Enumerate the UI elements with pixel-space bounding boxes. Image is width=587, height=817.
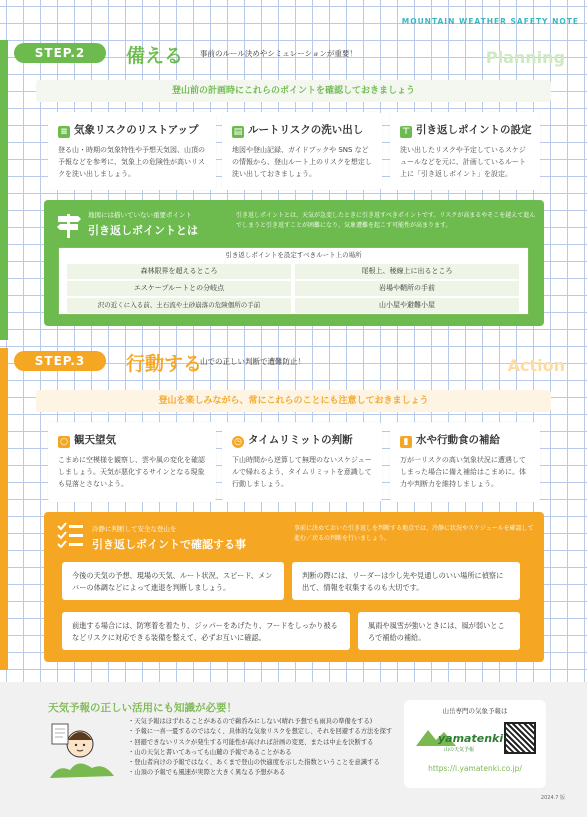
yamatenki-promo-card (404, 700, 546, 788)
step3-side-strip (0, 348, 8, 670)
magnifier-icon: ○ (58, 436, 70, 448)
step2-card-route-risk (222, 112, 382, 190)
qr-code[interactable] (504, 722, 536, 754)
step3-card-water-food (390, 422, 540, 502)
step3-card-time-limit (222, 422, 382, 502)
step3-number: STEP.3 (14, 351, 106, 371)
brand-sub: 山の天気予報 (444, 747, 475, 753)
list-item: ・回避できないリスクが発生する可能性が高ければ計画の変更、または中止を決断する (128, 738, 374, 746)
signpost-icon (56, 210, 82, 238)
check-item: 今後の天気の予想、現場の天気、ルート状況、スピード、メンバーの体調などによって進退を判断しましょう。 (62, 562, 284, 600)
edition-date: 2024.7 版 (540, 795, 565, 801)
step3-en-label: Action (507, 356, 565, 375)
step3-card-sky-watching (48, 422, 216, 502)
checklist-icon (56, 522, 84, 548)
box-big-label: 引き返しポイントで確認する事 (92, 538, 246, 551)
table-cell: 尾根上、稜線上に出るところ (295, 264, 519, 279)
check-item: 前進する場合には、防寒着を着たり、ジッパーをあげたり、フードをしっかり被るなどリスクに対応できる装備を整えて、必ずお互いに確認。 (62, 612, 350, 650)
list-icon: ≡ (58, 126, 70, 138)
card-body: 万が一リスクの高い気象状況に遭遇してしまった場合に備え補給はこまめに。体力や判断力を維持しましょう。 (400, 456, 526, 488)
brand-name: yamatenki (438, 732, 504, 745)
header-title: MOUNTAIN WEATHER SAFETY NOTE (401, 17, 579, 26)
map-icon: ▤ (233, 127, 243, 137)
step2-header (0, 40, 587, 66)
card-title: 気象リスクのリストアップ (74, 124, 199, 136)
step2-en-label: Planning (485, 48, 565, 67)
clock-icon: ◷ (232, 436, 244, 448)
step3-title: 行動する (126, 353, 203, 375)
table-header: 引き返しポイントを設定すべきルート上の場所 (225, 251, 362, 259)
list-item: ・予報に一喜一憂するのではなく、具体的な気象リスクを想定し、それを回避する方法を探す (128, 728, 393, 736)
card-body: 洗い出したリスクや予定しているスケジュールなどを元に、計画しているルート上に「引き返しポイント」を設定。 (400, 146, 526, 178)
promo-caption: 山岳専門の気象予報は (442, 707, 508, 715)
list-item: ・登山者向けの予報ではなく、あくまで登山の快適度を示した指数ということを意識する (128, 759, 380, 767)
person-illustration (48, 720, 118, 784)
bottle-icon: ▮ (400, 436, 412, 448)
signpost-icon: ⊤ (401, 127, 411, 137)
box-description: 引き返しポイントとは、天気が急変したときに引き返すべきポイントです。リスクが高まるやそこを越えて進んでしまうと引き返すことが困難になり、気象遭難を起こす可能性が高まります。 (236, 212, 536, 229)
card-title: 引き返しポイントの設定 (416, 124, 532, 136)
card-body: 地図や登山記録、ガイドブックや SNS などの情報から、登山ルート上のリスクを想定し洗い出しておきましょう。 (232, 146, 372, 178)
step3-header (0, 348, 587, 374)
step3-subtitle: 山での正しい判断で遭難防止！ (200, 357, 305, 366)
footer-title: 天気予報の正しい活用にも知識が必要！ (48, 702, 237, 714)
step2-title: 備える (126, 45, 184, 67)
card-title: 水や行動食の補給 (416, 434, 500, 446)
card-title: タイムリミットの判断 (248, 434, 353, 446)
box-big-label: 引き返しポイントとは (88, 224, 198, 237)
step2-banner: 登山前の計画時にこれらのポイントを確認しておきましょう (36, 80, 551, 102)
table-cell: 森林限界を超えるところ (67, 264, 291, 279)
card-body: 登る山・時期の気象特性や予想天気図、山頂の予報などを参考に、気象上の危険性が高いリスクを洗い出しましょう。 (58, 146, 205, 178)
table-cell: エスケープルートとの分岐点 (67, 281, 291, 296)
list-item: ・天気予報はほずれることがあるので鵜呑みにしない(晴れ予想でも雨具の準備をする) (128, 718, 373, 725)
card-body: 下山時間から逆算して無理のないスケジュールで帰れるよう、タイムリミットを意識して行動しましょう。 (232, 456, 372, 488)
box-description: 事前に決めておいた引き返しを判断する地点では、冷静に状況やスケジュールを確認して進む／戻るの判断を行いましょう。 (294, 525, 534, 542)
table-cell: 沢の近くに入る前、土石流や土砂崩落の危険個所の手前 (67, 298, 291, 313)
step2-subtitle: 事前のルール決めやシミュレーションが重要！ (200, 49, 357, 58)
yamatenki-logo (414, 724, 504, 754)
card-title: 観天望気 (74, 434, 116, 446)
step2-card-weather-risk (48, 112, 216, 190)
check-item: 判断の際には、リーダーは少し先や見通しのいい場所に偵察に出て、情報を収集するのも大切です。 (292, 562, 520, 600)
promo-url[interactable]: https://i.yamatenki.co.jp/ (428, 764, 522, 773)
list-item: ・山頂の予報でも風速が実際と大きく異なる予想がある (128, 769, 286, 777)
step2-number: STEP.2 (14, 43, 106, 63)
box-small-label: 冷静に判断して安全な登山を (92, 525, 177, 533)
step2-card-turnback-point (390, 112, 540, 190)
footer-tips-list (128, 717, 392, 779)
table-cell: 岩場や鞘所の手前 (295, 281, 519, 296)
step2-side-strip (0, 40, 8, 340)
list-item: ・山の天気と書いてあっても山麓の予報であることがある (128, 748, 292, 756)
card-title: ルートリスクの洗い出し (248, 124, 364, 136)
card-body: こまめに空模様を観察し、雲や風の変化を確認しましょう。天気が悪化するサインとなる現象も見落とさないよう。 (58, 456, 205, 488)
box-small-label: 地図には描いていない重要ポイント (88, 211, 192, 219)
check-item: 風雨や風雪が強いときには、風が弱いところで補給の補給。 (358, 612, 520, 650)
step3-banner: 登山を楽しみながら、常にこれらのことにも注意しておきましょう (36, 390, 551, 412)
table-cell: 山小屋や避難小屋 (295, 298, 519, 313)
